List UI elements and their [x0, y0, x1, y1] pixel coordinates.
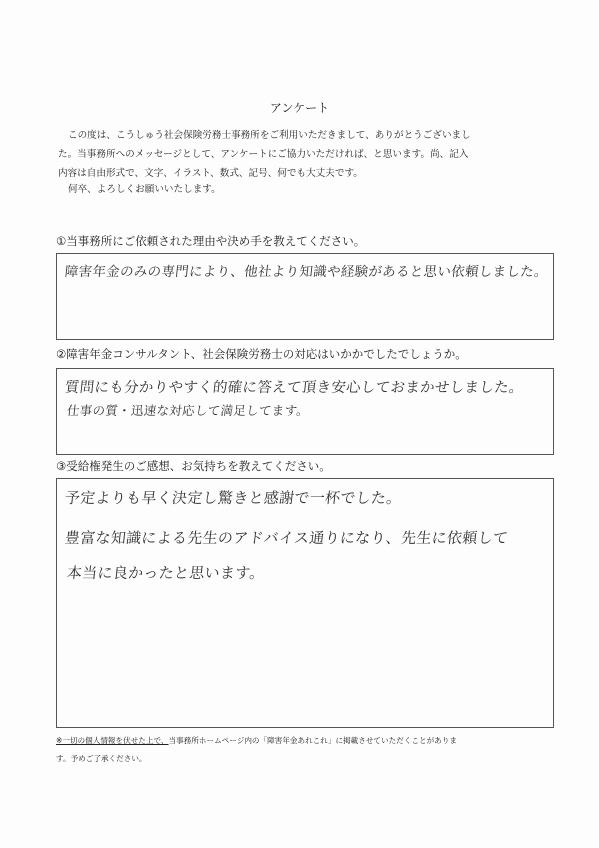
footnote-text: 当事務所ホームページ内の「障害年金あれこれ」に掲載させていただくことがありま	[168, 736, 457, 745]
page-title: アンケート	[269, 101, 330, 115]
answer-box-3	[56, 478, 554, 728]
answer-3-line: 豊富な知識による先生のアドバイス通りになり、先生に依頼して	[64, 529, 510, 547]
answer-2-line: 質問にも分かりやすく的確に答えて頂き安心しておまかせしました。	[64, 380, 525, 396]
intro-line: この度は、こうしゅう社会保険労務士事務所をご利用いただきまして、ありがとうございまし	[68, 130, 471, 141]
intro-line: 何卒、よろしくお願いいたします。	[68, 184, 221, 195]
answer-box-1	[56, 253, 554, 340]
answer-2-line: 仕事の質・迅速な対応して満足してます。	[66, 403, 310, 418]
answer-3-line: 本当に良かったと思います。	[66, 564, 266, 582]
intro-text	[58, 126, 548, 197]
answer-box-2	[56, 368, 554, 455]
footnote-line-2: す。予めご了承ください。	[56, 754, 147, 763]
question-2: ②障害年金コンサルタント、社会保険労務士の対応はいかかでしたでしょうか。	[56, 347, 467, 361]
footnote	[56, 732, 546, 768]
intro-line: 内容は自由形式で、文字、イラスト、数式、記号、何でも大丈夫です。	[58, 168, 363, 179]
intro-line: た。当事務所へのメッセージとして、アンケートにご協力いただければ、と思います。尚、記入	[58, 149, 469, 160]
question-1: ①当事務所にご依頼された理由や決め手を教えてください。	[56, 234, 366, 248]
footnote-underlined: ※一切の個人情報を伏せた上で、	[56, 736, 169, 745]
answer-3-line: 予定よりも早く決定し驚きと感謝で一杯でした。	[64, 489, 403, 507]
question-3: ③受給権発生のご感想、お気持ちを教えてください。	[56, 459, 331, 473]
answer-1-line: 障害年金のみの専門により、他社より知識や経験があると思い依頼しました。	[63, 264, 549, 280]
